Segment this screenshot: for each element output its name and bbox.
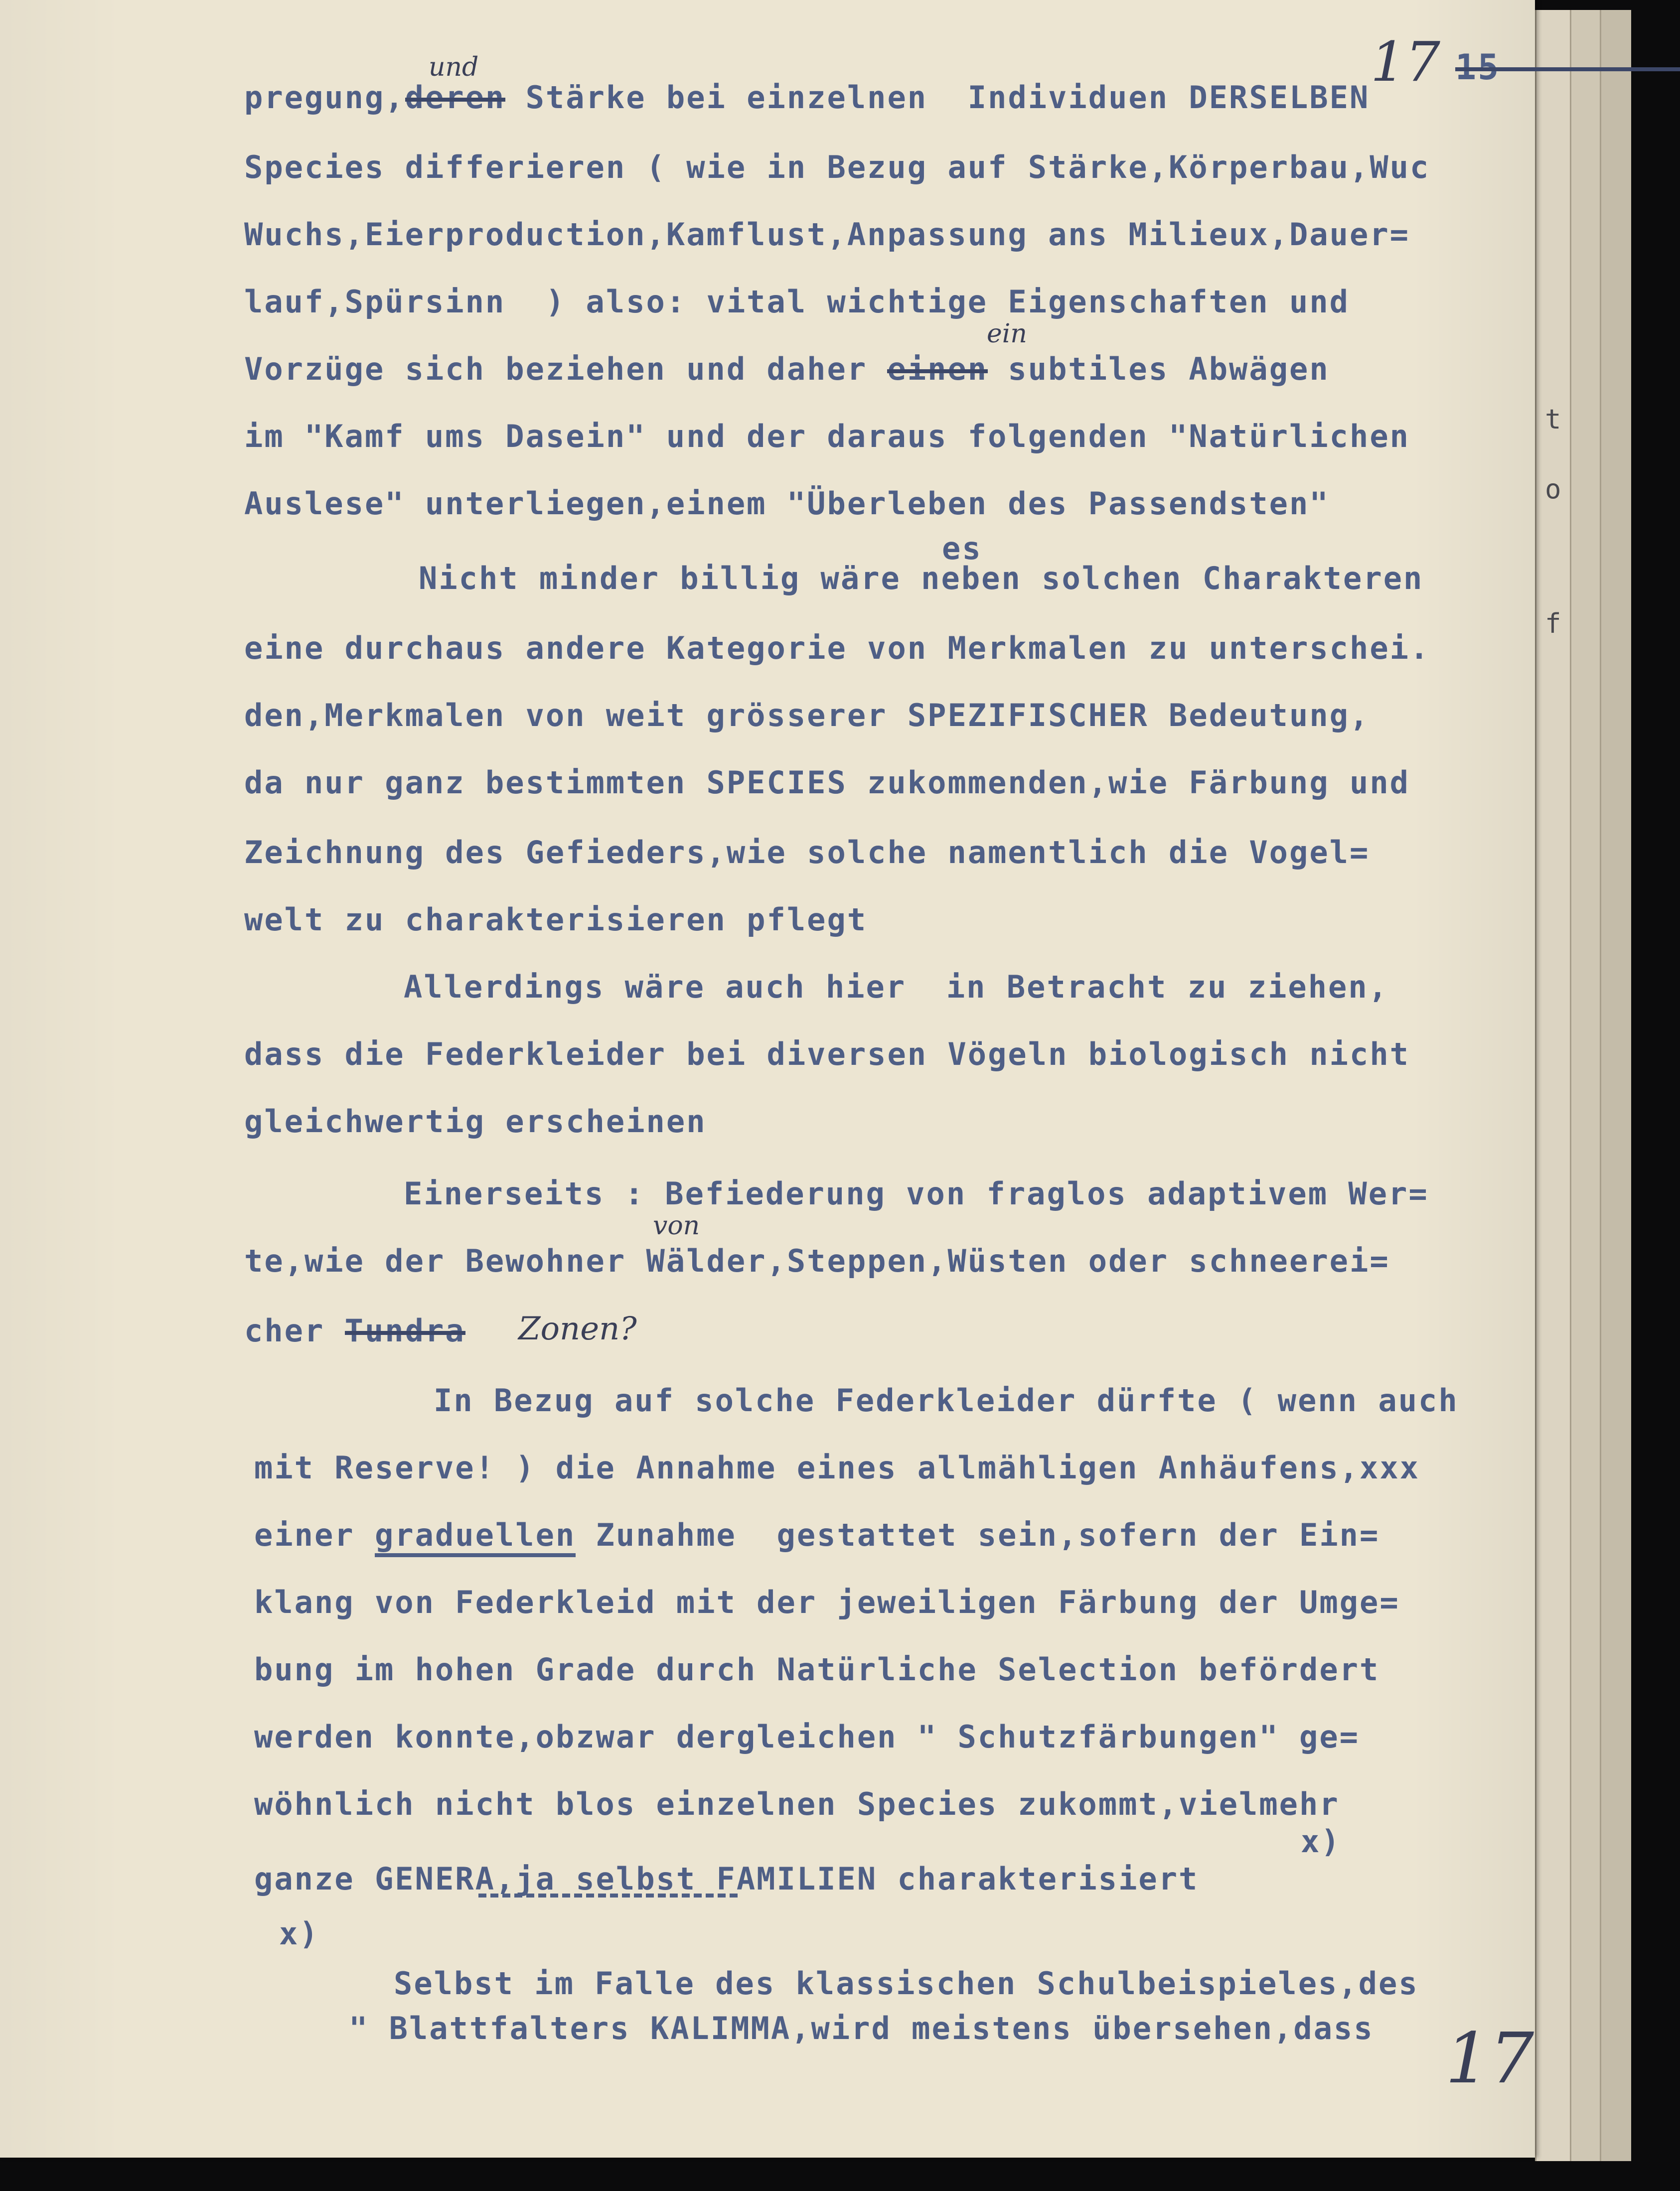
text-line: dass die Federkleider bei diversen Vögeln biologisch nicht	[244, 1036, 1410, 1072]
footnote-label: x)	[279, 1915, 319, 1952]
text-line: Species differieren ( wie in Bezug auf Stärke,Körperbau,Wuc	[244, 149, 1430, 185]
text-line: pregung,deren Stärke bei einzelnen Individuen DERSELBEN	[244, 79, 1370, 116]
text-line: werden konnte,obzwar dergleichen " Schutzfärbungen" ge=	[254, 1719, 1360, 1755]
margin-letter: f	[1545, 608, 1561, 639]
handwritten-insert: ein	[987, 319, 1027, 349]
inserted-es: es	[942, 530, 982, 567]
footnote-line: Selbst im Falle des klassischen Schulbeispieles,des	[394, 1965, 1419, 2002]
page-number: 17	[1371, 30, 1440, 94]
text-line: welt zu charakterisieren pflegt	[244, 901, 868, 938]
text-line: lauf,Spürsinn ) also: vital wichtige Eigenschaften und	[244, 284, 1350, 320]
text-line: wöhnlich nicht blos einzelnen Species zukommt,vielmehr	[254, 1786, 1340, 1822]
paper-edge	[1600, 10, 1631, 2161]
handwritten-insert: Zonen?	[518, 1311, 637, 1347]
text-line: da nur ganz bestimmten SPECIES zukommenden,wie Färbung und	[244, 764, 1410, 801]
text-line: Wuchs,Eierproduction,Kamflust,Anpassung ans Milieux,Dauer=	[244, 216, 1410, 253]
text-line: eine durchaus andere Kategorie von Merkmalen zu unterschei.	[244, 630, 1430, 666]
text-line: Vorzüge sich beziehen und daher einen subtiles Abwägen	[244, 351, 1330, 387]
text-line: ganze GENERA,ja selbst FAMILIEN charakterisiert	[254, 1861, 1199, 1897]
text-line: Einerseits : Befiederung von fraglos adaptivem Wer=	[404, 1175, 1429, 1212]
text-line: Nicht minder billig wäre neben solchen Charakteren	[419, 560, 1424, 596]
text-line: mit Reserve! ) die Annahme eines allmähligen Anhäufens,xxx	[254, 1450, 1420, 1486]
margin-letter: t	[1545, 404, 1561, 435]
text-line: In Bezug auf solche Federkleider dürfte ( wenn auch	[434, 1382, 1459, 1419]
page-number-old: 15	[1455, 50, 1680, 85]
margin-letter: o	[1545, 473, 1561, 505]
text-line: Zeichnung des Gefieders,wie solche namentlich die Vogel=	[244, 834, 1370, 871]
text-line: Allerdings wäre auch hier in Betracht zu ziehen,	[404, 969, 1389, 1005]
footnote-marker: x)	[1301, 1823, 1341, 1860]
footnote-separator	[478, 1894, 738, 1898]
text-line: den,Merkmalen von weit grösserer SPEZIFISCHER Bedeutung,	[244, 697, 1370, 733]
text-line: klang von Federkleid mit der jeweiligen Färbung der Umge=	[254, 1584, 1400, 1620]
text-line: Auslese" unterliegen,einem "Überleben des Passendsten"	[244, 485, 1330, 522]
text-line: cher Tundra	[244, 1313, 465, 1349]
footnote-line: " Blattfalters KALIMMA,wird meistens übersehen,dass	[349, 2010, 1374, 2046]
text-line: einer graduellen Zunahme gestattet sein,sofern der Ein=	[254, 1520, 1379, 1551]
text-line: bung im hohen Grade durch Natürliche Selection befördert	[254, 1651, 1380, 1688]
handwritten-insert: von	[653, 1211, 700, 1241]
text-line: gleichwertig erscheinen	[244, 1103, 707, 1140]
page-number-bottom: 17	[1445, 2018, 1534, 2099]
text-line: te,wie der Bewohner Wälder,Steppen,Wüsten oder schneerei=	[244, 1243, 1390, 1279]
handwritten-insert: und	[429, 52, 479, 82]
text-line: im "Kamf ums Dasein" und der daraus folgenden "Natürlichen	[244, 418, 1410, 454]
